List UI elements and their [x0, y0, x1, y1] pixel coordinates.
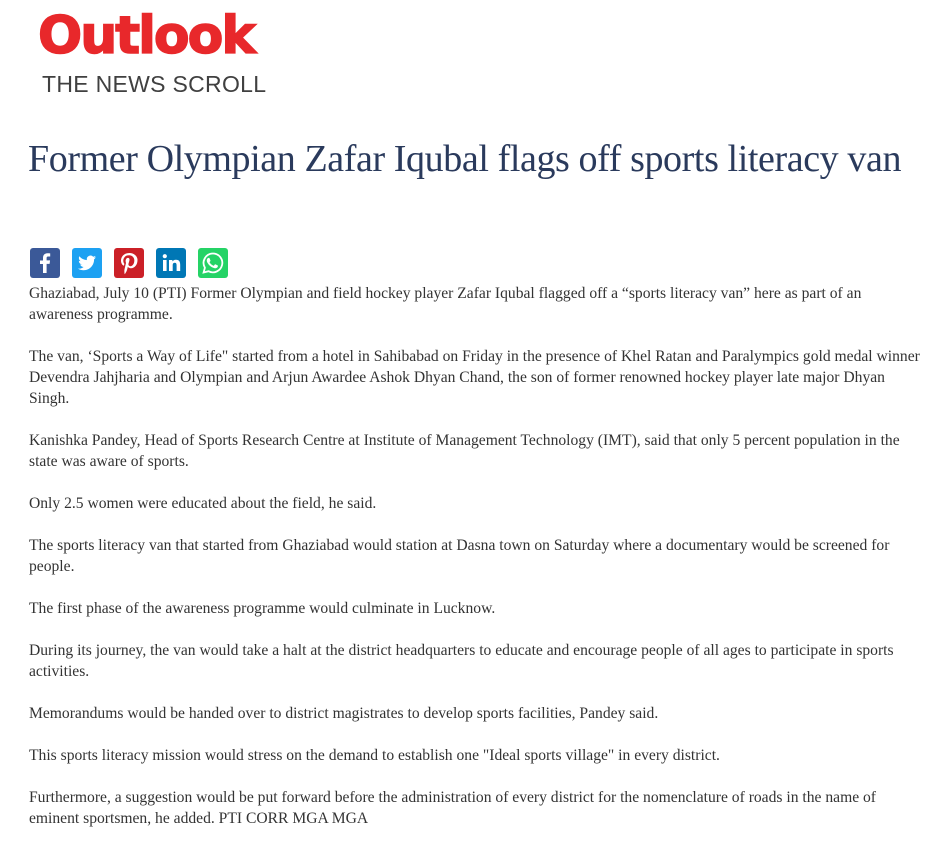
twitter-share-button[interactable] — [72, 248, 102, 278]
article-paragraph: Memorandums would be handed over to district magistrates to develop sports facilities, Pandey said. — [29, 705, 659, 722]
outlook-logo[interactable]: Outlook — [38, 6, 254, 66]
facebook-icon — [30, 248, 60, 278]
linkedin-icon — [156, 248, 186, 278]
article-paragraph: During its journey, the van would take a halt at the district headquarters to educate and encourage people of all ages to participate in sports activities. — [29, 642, 894, 680]
article-paragraph: This sports literacy mission would stress on the demand to establish one "Ideal sports village" in every district. — [29, 747, 720, 764]
facebook-share-button[interactable] — [30, 248, 60, 278]
article-paragraph: The van, ‘Sports a Way of Life" started from a hotel in Sahibabad on Friday in the presence of Khel Ratan and Paralympics gold medal winner Devendra Jahjharia and Olympian and Arjun Awardee Ashok Dhyan Chand, the son of former renowned hockey player late major Dhyan Singh. — [29, 348, 920, 407]
pinterest-share-button[interactable] — [114, 248, 144, 278]
whatsapp-icon — [198, 248, 228, 278]
site-tagline: THE NEWS SCROLL — [42, 71, 267, 97]
article-paragraph: Kanishka Pandey, Head of Sports Research Centre at Institute of Management Technology (IMT), said that only 5 percent population in the state was aware of sports. — [29, 432, 900, 470]
article-paragraph: The sports literacy van that started from Ghaziabad would station at Dasna town on Saturday where a documentary would be screened for people. — [29, 537, 890, 575]
pinterest-icon — [114, 248, 144, 278]
whatsapp-share-button[interactable] — [198, 248, 228, 278]
article-body — [29, 283, 921, 850]
linkedin-share-button[interactable] — [156, 248, 186, 278]
article-paragraph: Only 2.5 women were educated about the field, he said. — [29, 495, 377, 512]
article-paragraph: Ghaziabad, July 10 (PTI) Former Olympian and field hockey player Zafar Iqubal flagged off a “sports literacy van” here as part of an awareness programme. — [29, 285, 862, 323]
article-paragraph: The first phase of the awareness programme would culminate in Lucknow. — [29, 600, 496, 617]
twitter-icon — [72, 248, 102, 278]
article-headline: Former Olympian Zafar Iqubal flags off sports literacy van — [28, 138, 902, 180]
article-paragraph: Furthermore, a suggestion would be put forward before the administration of every district for the nomenclature of roads in the name of eminent sportsmen, he added. PTI CORR MGA MGA — [29, 789, 877, 827]
share-bar — [30, 248, 228, 278]
